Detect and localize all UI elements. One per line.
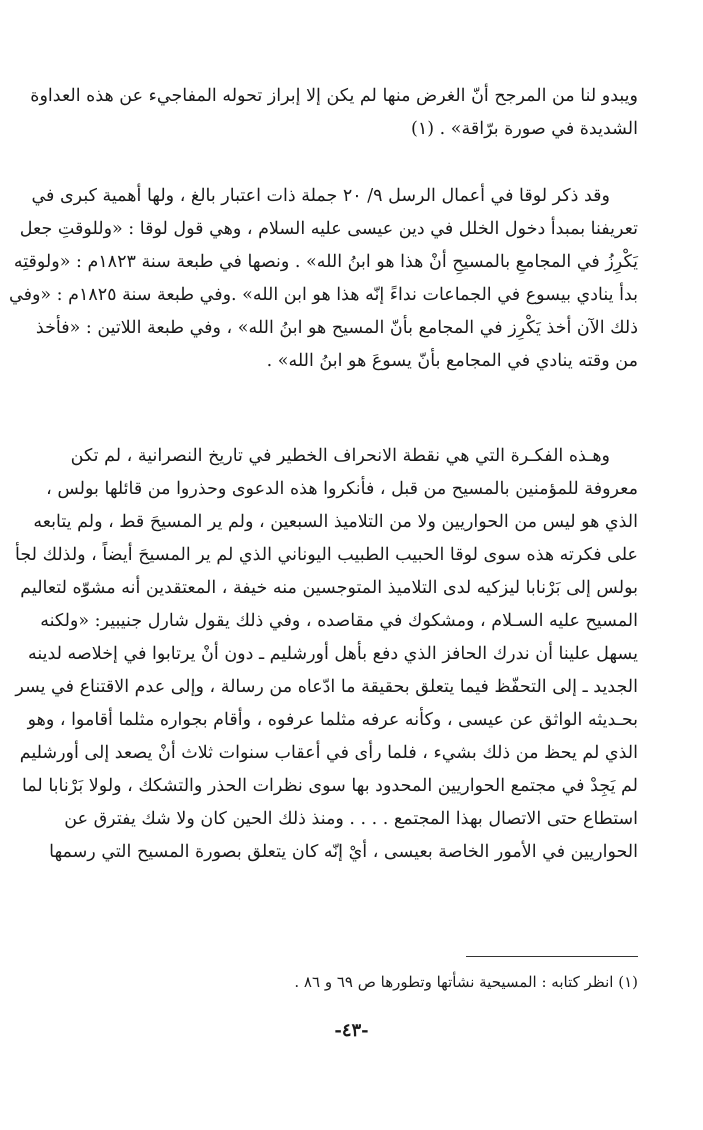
paragraph-1-line: ويبدو لنا من المرجح أنّ الغرض منها لم يكن إلا إبراز تحوله المفاجيء عن هذه العداوة: [30, 86, 638, 106]
page-number: -٤٣-: [334, 1020, 369, 1041]
paragraph-2-line: وقد ذكر لوقا في أعمال الرسل ٩/ ٢٠ جملة ذات اعتبار بالغ ، ولها أهمية كبرى في: [31, 186, 610, 206]
footnote: (١) انظر كتابه : المسيحية نشأتها وتطورها ص ٦٩ و ٨٦ .: [294, 973, 638, 991]
paragraph-2-line: ذلك الآن أخذ يَكْرِز في المجامع بأنّ المسيح هو ابنُ الله» ، وفي طبعة اللاتين : «فأخذ: [35, 318, 638, 338]
paragraph-1: [30, 80, 638, 146]
footnote-divider: [466, 956, 638, 957]
paragraph-2-line: تعريفنا بمبدأ دخول الخلل في دين عيسى عليه السلام ، وهي قول لوقا : «وللوقتِ جعل: [19, 219, 638, 239]
paragraph-3-line: المسيح عليه السـلام ، ومشكوك في مقاصده ، وفي ذلك يقول شارل جنيبير: «ولكنه: [40, 611, 638, 631]
paragraph-3-line: على فكرته هذه سوى لوقا الحبيب الطبيب اليوناني الذي لم ير المسيحَ أيضاً ، ولذلك لجأ: [15, 545, 638, 565]
paragraph-3: [15, 440, 638, 869]
paragraph-3-line: بحـديثه الواثق عن عيسى ، وكأنه عرفه مثلما عرفوه ، وأقام بجواره مثلما أقاموا ، وهو: [27, 710, 638, 730]
paragraph-3-line: الحواريين في الأمور الخاصة بعيسى ، أيْ إنّه كان يتعلق بصورة المسيح التي رسمها: [49, 842, 638, 862]
paragraph-3-line: وهـذه الفكـرة التي هي نقطة الانحراف الخطير في تاريخ النصرانية ، لم تكن: [70, 446, 610, 466]
paragraph-3-line: لم يَجِدْ في مجتمع الحواريين المحدود بها سوى نظرات الحذر والتشكك ، ولولا بَرْنابا لما: [21, 776, 638, 796]
paragraph-3-line: الذي لم يحظ من ذلك بشيء ، فلما رأى في أعقاب سنوات ثلاث أنْ يصعد إلى أورشليم: [19, 743, 638, 763]
paragraph-3-line: يسهل علينا أن ندرك الحافز الذي دفع بأهل أورشليم ـ دون أنْ يرتابوا في إخلاصه لدينه: [27, 644, 638, 664]
paragraph-2-line: يَكْرِزُ في المجامعِ بالمسيحِ أنْ هذا هو ابنُ الله» . ونصها في طبعة سنة ١٨٢٣م : «ولوقتِه: [13, 252, 638, 272]
paragraph-3-line: معروفة للمؤمنين بالمسيح من قبل ، فأنكروا هذه الدعوى وحذروا من قائلها بولس ،: [46, 479, 638, 499]
paragraph-2-line: بدأ ينادي بيسوع في الجماعات نداءً إنّه هذا هو ابن الله» .وفي طبعة سنة ١٨٢٥م : «وفي: [9, 285, 638, 305]
paragraph-1-line: الشديدة في صورة برّاقة» . (١): [411, 119, 638, 139]
paragraph-3-line: الذي هو ليس من الحواريين ولا من التلاميذ السبعين ، ولم ير المسيحَ قط ، ولم يتابعه: [33, 512, 638, 532]
paragraph-3-line: استطاع حتى الاتصال بهذا المجتمع . . . . ومنذ ذلك الحين كان ولا شك يفترق عن: [64, 809, 638, 829]
paragraph-2-line: من وقته ينادي في المجامع بأنّ يسوعَ هو ابنُ الله» .: [266, 351, 638, 371]
paragraph-2: [9, 180, 638, 378]
paragraph-3-line: بولس إلى بَرْنابا ليزكيه لدى التلاميذ المتوجسين منه خيفة ، المعتقدين أنه مشوّه لتعاليم: [20, 578, 638, 598]
paragraph-3-line: الجديد ـ إلى التحفّظ فيما يتعلق بحقيقة ما ادّعاه من رسالة ، وإلى عدم الاقتناع في يسر: [15, 677, 638, 697]
